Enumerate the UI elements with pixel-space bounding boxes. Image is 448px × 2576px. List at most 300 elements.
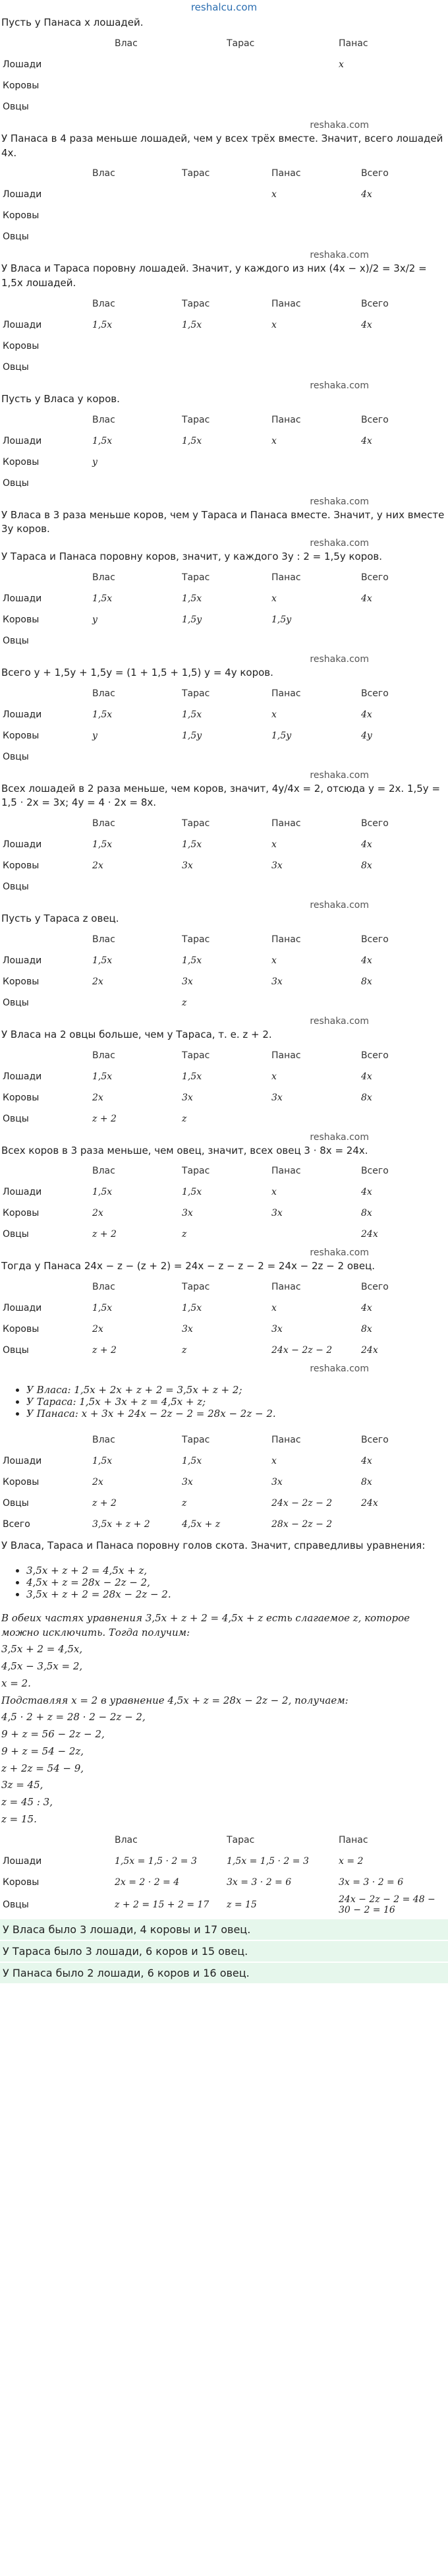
solution-step-text: Всего y + 1,5y + 1,5y = (1 + 1,5 + 1,5) y = 4y коров. — [1, 666, 273, 678]
column-header: Влас — [92, 1166, 115, 1177]
table-cell — [269, 876, 358, 897]
solve-line: 9 + z = 56 − 2z − 2, — [1, 1728, 105, 1740]
column-header: Всего — [361, 168, 389, 179]
table-cell — [269, 630, 358, 651]
table-cell: x — [271, 1456, 277, 1466]
row-label: Овцы — [3, 1345, 29, 1356]
table-cell: x — [271, 189, 277, 200]
column-header: Панас — [271, 414, 301, 425]
solve-line: 4,5 · 2 + z = 28 · 2 − 2z − 2, — [1, 1711, 146, 1723]
table-row — [0, 96, 448, 117]
table-row — [0, 336, 448, 357]
table-cell — [269, 473, 358, 494]
column-header: Тарас — [182, 1435, 210, 1445]
table-cell: x = 2 — [339, 1855, 364, 1867]
table-cell: 8x — [361, 1208, 372, 1219]
column-header: Всего — [361, 1435, 389, 1445]
table-row — [0, 1472, 448, 1493]
table-row — [0, 704, 448, 725]
column-header: Влас — [92, 1050, 115, 1061]
column-header: Влас — [115, 1834, 138, 1845]
row-label: Лошади — [3, 189, 42, 200]
table-header-row — [0, 813, 448, 834]
table-row — [0, 54, 448, 75]
row-label: Овцы — [3, 635, 29, 646]
table-header-row — [0, 1276, 448, 1298]
table-cell: 1,5x — [182, 839, 202, 850]
table-cell: 1,5x — [182, 1187, 202, 1198]
site-title[interactable]: reshalcu.com — [190, 1, 258, 13]
solve-line: z = 45 : 3, — [1, 1796, 53, 1808]
table-cell: 1,5y — [182, 614, 202, 625]
row-label: Лошади — [3, 1303, 42, 1313]
row-label: Лошади — [3, 593, 42, 604]
column-header: Всего — [361, 414, 389, 425]
row-label: Лошади — [3, 319, 42, 330]
table-cell: x — [271, 1303, 277, 1313]
watermark-text: reshaka.com — [310, 1015, 369, 1027]
row-label: Овцы — [3, 231, 29, 243]
table-row — [0, 452, 448, 473]
table-cell: 1,5x — [92, 1456, 113, 1466]
row-label: Овцы — [3, 477, 29, 489]
table-cell: 1,5x = 1,5 · 2 = 3 — [115, 1855, 197, 1867]
row-label: Коровы — [3, 340, 40, 351]
column-header: Панас — [271, 934, 301, 945]
row-label: Лошади — [3, 1855, 42, 1867]
watermark-text: reshaka.com — [310, 380, 369, 391]
table-cell: 3x — [182, 976, 193, 987]
data-table — [0, 33, 448, 117]
table-cell — [112, 75, 224, 96]
row-label: Лошади — [3, 59, 42, 70]
table-row — [0, 1493, 448, 1514]
table-row — [0, 315, 448, 336]
table-row — [0, 971, 448, 992]
column-header: Панас — [271, 1166, 301, 1177]
table-cell: z = 15 — [227, 1899, 257, 1910]
data-table — [0, 1830, 448, 1917]
data-table — [0, 163, 448, 247]
table-cell: 1,5x — [92, 319, 113, 330]
column-header — [0, 33, 112, 54]
column-header — [0, 293, 90, 315]
equal-statement: У Власа, Тараса и Панаса поровну голов скота. Значит, справедливы уравнения: — [1, 1540, 426, 1551]
solution-step-text: У Власа на 2 овцы больше, чем у Тараса, т. е. z + 2. — [1, 1028, 272, 1040]
solution-step-text: Пусть у Панаса x лошадей. — [1, 16, 144, 28]
row-label: Овцы — [3, 1229, 29, 1240]
table-cell: 24x — [361, 1229, 378, 1240]
table-cell: 3x — [182, 1208, 193, 1219]
row-label: Лошади — [3, 839, 42, 850]
table-cell: 4y — [361, 730, 372, 741]
row-label: Коровы — [3, 1876, 40, 1888]
table-header-row — [0, 409, 448, 431]
table-row — [0, 1298, 448, 1319]
table-cell — [112, 54, 224, 75]
table-row — [0, 184, 448, 205]
solution-step-text: У Власа и Тараса поровну лошадей. Значит, у каждого из них (4x − x)/2 = 3x/2 = 1,5x лошадей. — [1, 262, 427, 289]
table-header-row — [0, 163, 448, 184]
table-row — [0, 1108, 448, 1129]
table-cell: 2x — [92, 976, 103, 987]
list-item: • У Тараса: 1,5x + 3x + z = 4,5x + z; — [26, 1396, 448, 1408]
table-cell: 1,5x — [92, 709, 113, 720]
column-header: Всего — [361, 818, 389, 829]
table-cell: 1,5x — [182, 1456, 202, 1466]
table-row — [0, 1319, 448, 1340]
column-header: Тарас — [182, 1166, 210, 1177]
table-cell: 3x — [271, 1208, 283, 1219]
column-header: Всего — [361, 934, 389, 945]
table-cell — [90, 226, 179, 247]
column-header: Тарас — [182, 934, 210, 945]
table-cell — [90, 473, 179, 494]
table-header-row — [0, 33, 448, 54]
table-cell — [224, 96, 336, 117]
data-table — [0, 1045, 448, 1129]
solve-line: z = 15. — [1, 1812, 37, 1825]
watermark-text: reshaka.com — [310, 1363, 369, 1374]
table-cell: 28x − 2z − 2 — [271, 1519, 333, 1530]
column-header: Влас — [92, 934, 115, 945]
column-header: Панас — [271, 688, 301, 699]
column-header — [0, 929, 90, 950]
table-cell: 3x — [182, 860, 193, 871]
solve-line: z + 2z = 54 − 9, — [1, 1762, 84, 1774]
table-cell: 24x − 2z − 2 — [271, 1345, 333, 1356]
column-header: Влас — [115, 38, 138, 49]
solution-step-text: Пусть у Власа y коров. — [1, 392, 120, 405]
table-cell: 4x — [361, 839, 372, 850]
totals-list — [0, 1384, 448, 1420]
table-cell: x — [271, 319, 277, 330]
table-row — [0, 855, 448, 876]
table-row — [0, 630, 448, 651]
solution-step-text: У Власа в 3 раза меньше коров, чем у Тараса и Панаса вместе. Значит, у них вместе 3y коров. — [1, 508, 445, 535]
table-cell: 2x — [92, 1092, 103, 1103]
table-cell: 2x = 2 · 2 = 4 — [115, 1876, 180, 1888]
table-cell: 1,5x — [182, 593, 202, 604]
table-row — [0, 226, 448, 247]
solve-line: 3z = 45, — [1, 1779, 43, 1791]
column-header — [0, 1045, 90, 1066]
column-header: Панас — [271, 818, 301, 829]
column-header: Тарас — [182, 1050, 210, 1061]
table-cell — [358, 876, 448, 897]
data-table — [0, 813, 448, 897]
table-cell: 1,5y — [271, 730, 292, 741]
table-row — [0, 1224, 448, 1245]
table-cell — [358, 609, 448, 630]
column-header: Влас — [92, 1435, 115, 1445]
column-header — [0, 1276, 90, 1298]
table-cell: 1,5x — [182, 435, 202, 446]
table-cell: x — [271, 593, 277, 604]
solution-step-text: Всех лошадей в 2 раза меньше, чем коров, значит, 4y/4x = 2, отсюда y = 2x. 1,5y = 1,5 · 2x = 3x; 4y = 4 · 2x = 8x. — [1, 782, 441, 809]
solve-line: 9 + z = 54 − 2z, — [1, 1745, 84, 1757]
table-row — [0, 1203, 448, 1224]
list-item: • У Власа: 1,5x + 2x + z + 2 = 3,5x + z + 2; — [26, 1384, 448, 1396]
table-cell — [358, 226, 448, 247]
data-table — [0, 567, 448, 651]
table-cell: z — [182, 1345, 187, 1356]
table-header-row — [0, 567, 448, 588]
table-cell: 1,5x = 1,5 · 2 = 3 — [227, 1855, 309, 1867]
table-cell: 1,5x — [92, 1187, 113, 1198]
table-cell: 3x — [182, 1324, 193, 1334]
table-cell: x — [271, 435, 277, 446]
column-header: Панас — [271, 168, 301, 179]
table-cell: 2x — [92, 860, 103, 871]
column-header: Тарас — [182, 572, 210, 583]
table-cell: 1,5x — [92, 593, 113, 604]
table-cell: z + 2 — [92, 1498, 117, 1509]
table-row — [0, 1066, 448, 1087]
column-header: Всего — [361, 298, 389, 309]
table-cell: 8x — [361, 1324, 372, 1334]
table-cell: y — [92, 614, 98, 625]
table-cell: 1,5x — [182, 319, 202, 330]
table-cell — [269, 357, 358, 378]
row-label: Овцы — [3, 882, 29, 892]
row-label: Овцы — [3, 101, 29, 112]
table-cell — [179, 746, 269, 767]
table-cell: z — [182, 1113, 187, 1124]
table-row — [0, 609, 448, 630]
table-row — [0, 1182, 448, 1203]
data-table — [0, 293, 448, 378]
table-cell — [358, 1108, 448, 1129]
table-row — [0, 1893, 448, 1917]
table-row — [0, 357, 448, 378]
table-cell: 8x — [361, 860, 372, 871]
column-header: Тарас — [182, 168, 210, 179]
data-table — [0, 409, 448, 494]
table-row — [0, 588, 448, 609]
table-cell: 1,5x — [92, 839, 113, 850]
table-cell: 2x — [92, 1477, 103, 1487]
table-row — [0, 1451, 448, 1472]
table-cell: 2x — [92, 1324, 103, 1334]
row-label: Лошади — [3, 1187, 42, 1198]
table-cell — [224, 75, 336, 96]
table-header-row — [0, 1160, 448, 1182]
table-cell: 1,5x — [92, 1303, 113, 1313]
table-row — [0, 473, 448, 494]
table-cell — [90, 336, 179, 357]
table-cell — [179, 473, 269, 494]
column-header: Панас — [271, 1050, 301, 1061]
table-row — [0, 746, 448, 767]
table-cell: 1,5x — [182, 709, 202, 720]
table-cell — [179, 184, 269, 205]
column-header: Тарас — [227, 38, 255, 49]
column-header: Тарас — [182, 414, 210, 425]
table-cell — [90, 357, 179, 378]
table-cell — [179, 205, 269, 226]
answer-line: У Панаса было 2 лошади, 6 коров и 16 овец. — [0, 1963, 448, 1983]
table-cell: 3x — [271, 1477, 283, 1487]
table-cell: 4x — [361, 319, 372, 330]
table-cell: 4x — [361, 435, 372, 446]
column-header: Влас — [92, 168, 115, 179]
table-cell — [358, 1514, 448, 1535]
watermark-text: reshaka.com — [310, 769, 369, 781]
column-header: Тарас — [182, 298, 210, 309]
table-cell: y — [92, 730, 98, 741]
solution-step-text: Пусть у Тараса z овец. — [1, 913, 119, 924]
table-cell: z — [182, 1498, 187, 1509]
column-header: Всего — [361, 572, 389, 583]
table-cell — [179, 226, 269, 247]
row-label: Овцы — [3, 751, 29, 762]
data-table — [0, 1429, 448, 1535]
solve-line: x = 2. — [1, 1677, 31, 1689]
table-cell: 1,5x — [182, 1071, 202, 1082]
column-header: Влас — [92, 572, 115, 583]
table-cell: 3x — [271, 976, 283, 987]
watermark-text: reshaka.com — [310, 900, 369, 911]
column-header: Влас — [92, 414, 115, 425]
column-header: Тарас — [182, 818, 210, 829]
column-header — [0, 567, 90, 588]
table-cell: x — [271, 1187, 277, 1198]
table-row — [0, 75, 448, 96]
table-cell: z + 2 — [92, 1345, 117, 1356]
table-cell: 4x — [361, 1303, 372, 1313]
table-cell — [90, 205, 179, 226]
table-cell: 3x — [182, 1092, 193, 1103]
watermark-text: reshaka.com — [310, 250, 369, 261]
table-cell: 24x — [361, 1498, 378, 1509]
table-row — [0, 431, 448, 452]
solution-step-text: Всех коров в 3 раза меньше, чем овец, значит, всех овец 3 · 8x = 24x. — [1, 1144, 368, 1156]
table-row — [0, 205, 448, 226]
table-cell: 4x — [361, 1187, 372, 1198]
column-header: Тарас — [182, 688, 210, 699]
watermark-text: reshaka.com — [310, 119, 369, 131]
column-header: Панас — [339, 38, 368, 49]
table-cell — [358, 746, 448, 767]
table-cell: 3x — [271, 860, 283, 871]
solution-step-text: Тогда у Панаса 24x − z − (z + 2) = 24x − z − z − 2 = 24x − 2z − 2 овец. — [1, 1260, 376, 1273]
row-label: Коровы — [3, 1324, 40, 1334]
column-header: Всего — [361, 1050, 389, 1061]
table-row — [0, 876, 448, 897]
column-header: Тарас — [227, 1834, 255, 1845]
table-cell: 24x − 2z − 2 = 48 − 30 − 2 = 16 — [339, 1894, 435, 1915]
table-cell — [358, 452, 448, 473]
table-row — [0, 992, 448, 1013]
column-header: Влас — [92, 1282, 115, 1292]
column-header: Всего — [361, 688, 389, 699]
table-cell: z + 2 — [92, 1229, 117, 1240]
solution-step-text: У Панаса в 4 раза меньше лошадей, чем у всех трёх вместе. Значит, всего лошадей 4x. — [1, 132, 443, 159]
table-cell: 4x — [361, 1071, 372, 1082]
solve-line: 3,5x + 2 = 4,5x, — [1, 1643, 83, 1656]
table-cell — [358, 992, 448, 1013]
column-header — [0, 683, 90, 704]
table-cell: 1,5x — [92, 955, 113, 966]
table-cell: 4x — [361, 1456, 372, 1466]
table-header-row — [0, 1830, 448, 1851]
table-cell: x — [271, 709, 277, 720]
table-cell — [358, 630, 448, 651]
column-header: Панас — [271, 1435, 301, 1445]
table-cell: 4x — [361, 189, 372, 200]
table-cell — [269, 226, 358, 247]
data-table — [0, 1160, 448, 1245]
column-header — [0, 163, 90, 184]
table-header-row — [0, 683, 448, 704]
solve-line: 4,5x − 3,5x = 2, — [1, 1660, 83, 1672]
table-cell: z — [182, 997, 187, 1008]
equations-list — [0, 1565, 448, 1600]
table-cell: x — [271, 839, 277, 850]
table-cell: 1,5x — [92, 435, 113, 446]
table-cell — [179, 630, 269, 651]
data-table — [0, 683, 448, 767]
table-header-row — [0, 929, 448, 950]
table-row — [0, 1851, 448, 1872]
table-cell: 24x — [361, 1345, 378, 1356]
column-header: Панас — [339, 1834, 368, 1845]
row-label: Лошади — [3, 435, 42, 446]
table-cell — [269, 336, 358, 357]
table-cell — [90, 630, 179, 651]
table-cell: 3,5x + z + 2 — [92, 1519, 150, 1530]
row-label: Коровы — [3, 1208, 40, 1219]
row-label: Овцы — [3, 1899, 29, 1910]
table-row — [0, 1087, 448, 1108]
table-cell: 3x — [271, 1092, 283, 1103]
list-item: • 4,5x + z = 28x − 2z − 2, — [26, 1576, 448, 1588]
table-cell — [358, 205, 448, 226]
watermark-text: reshaka.com — [310, 496, 369, 507]
solution-step-text: У Тараса и Панаса поровну коров, значит, у каждого 3y : 2 = 1,5y коров. — [1, 551, 383, 562]
table-cell — [90, 746, 179, 767]
solve-line: В обеих частях уравнения 3,5x + z + 2 = 4,5x + z есть слагаемое z, которое можно исключить. Тогда получим: — [1, 1611, 410, 1638]
table-cell: 4,5x + z — [182, 1519, 221, 1530]
table-cell — [179, 876, 269, 897]
solve-line: Подставляя x = 2 в уравнение 4,5x + z = 28x − 2z − 2, получаем: — [1, 1694, 349, 1706]
column-header: Всего — [361, 1166, 389, 1177]
table-cell: 4x — [361, 709, 372, 720]
table-cell: 1,5x — [92, 1071, 113, 1082]
table-row-total — [0, 1514, 448, 1535]
table-cell: 2x — [92, 1208, 103, 1219]
row-label: Лошади — [3, 1071, 42, 1082]
table-cell: 1,5x — [182, 1303, 202, 1313]
table-cell: 4x — [361, 593, 372, 604]
table-header-row — [0, 1045, 448, 1066]
row-label: Овцы — [3, 1498, 29, 1509]
table-cell — [224, 54, 336, 75]
row-label: Коровы — [3, 80, 40, 91]
data-table — [0, 929, 448, 1013]
table-row — [0, 950, 448, 971]
table-cell — [112, 96, 224, 117]
column-header — [0, 409, 90, 431]
table-cell — [179, 336, 269, 357]
table-cell — [90, 876, 179, 897]
table-cell: 3x — [271, 1324, 283, 1334]
table-cell — [358, 336, 448, 357]
table-cell: 8x — [361, 976, 372, 987]
table-cell: 8x — [361, 1092, 372, 1103]
column-header: Влас — [92, 818, 115, 829]
